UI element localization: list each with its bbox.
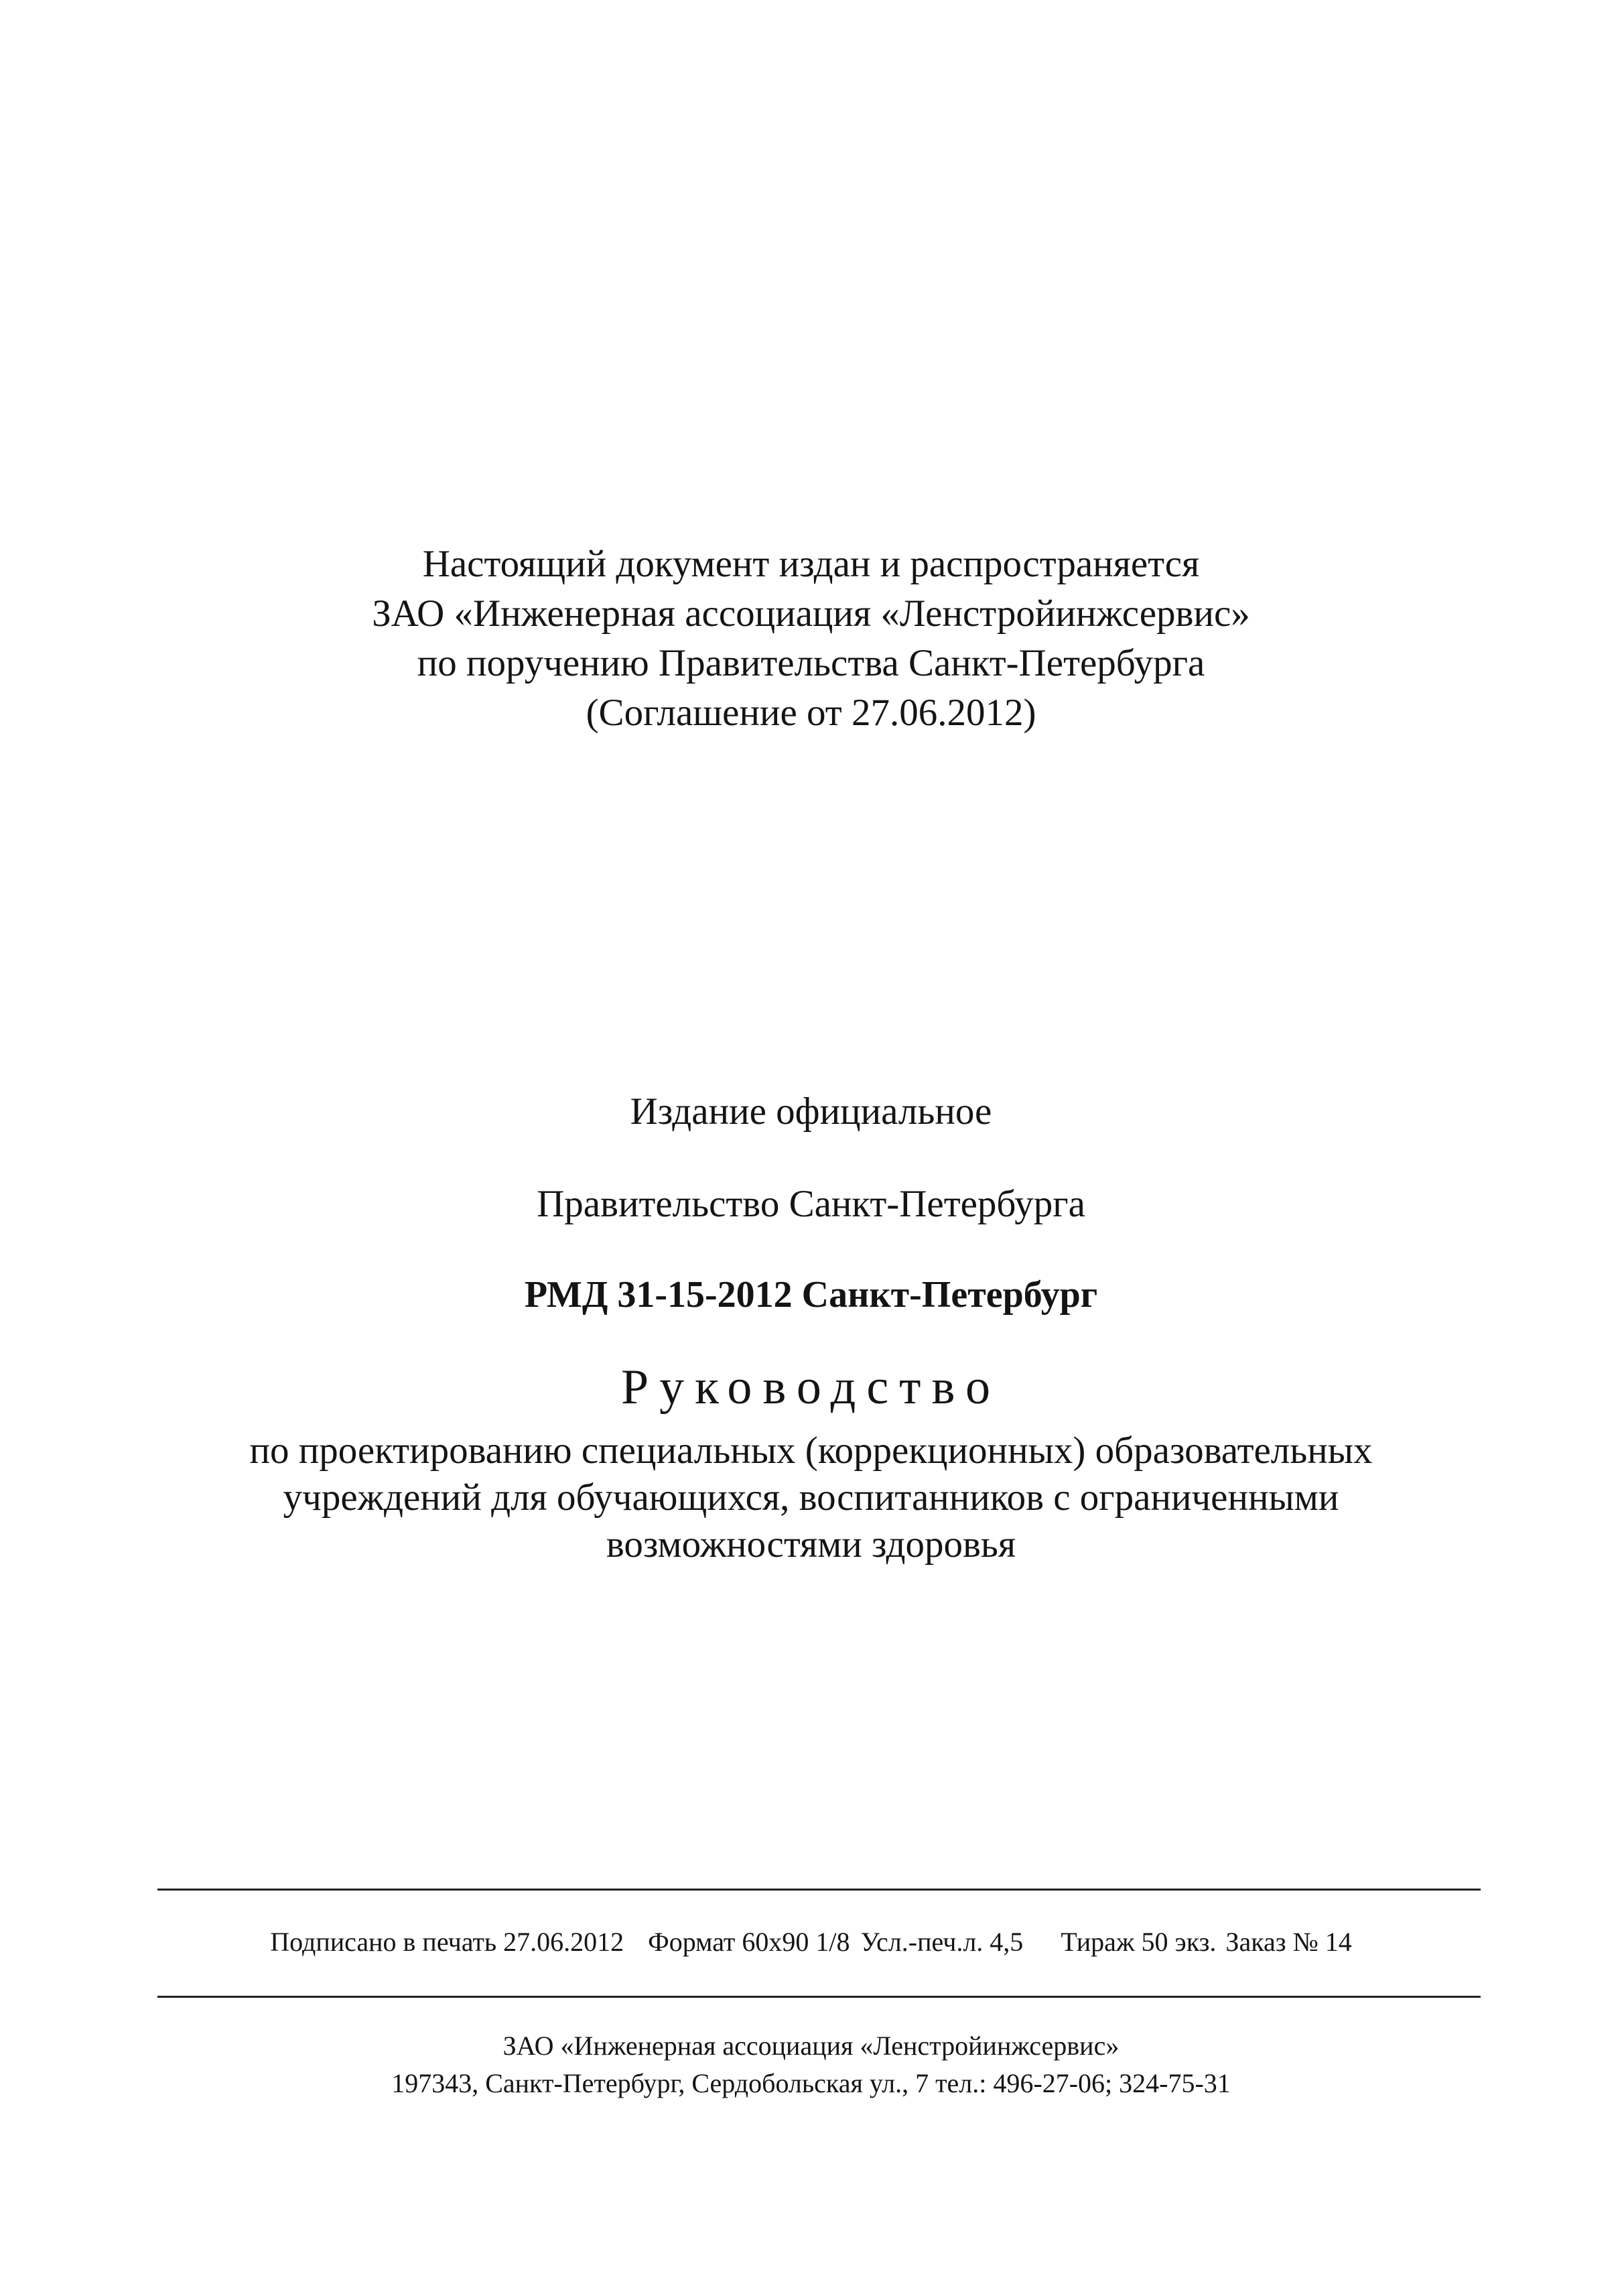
document-title <box>0 1427 1622 1568</box>
publisher-name: ЗАО «Инженерная ассоциация «Ленстройинжсервис» <box>502 2031 1120 2061</box>
print-imprint <box>0 1925 1622 1960</box>
publication-notice <box>0 539 1622 738</box>
document-type-heading: Руководство <box>621 1360 1001 1415</box>
publisher-address: 197343, Санкт-Петербург, Сердобольская ул., 7 тел.: 496-27-06; 324-75-31 <box>391 2068 1231 2098</box>
notice-line-4: (Соглашение от 27.06.2012) <box>586 692 1036 734</box>
document-title-line-3: возможностями здоровья <box>606 1523 1016 1566</box>
document-title-line-1: по проектированию специальных (коррекционных) образовательных <box>249 1429 1373 1472</box>
publisher-info <box>0 2027 1622 2102</box>
notice-line-2: ЗАО «Инженерная ассоциация «Ленстройинжсервис» <box>372 592 1250 635</box>
government-label: Правительство Санкт-Петербурга <box>537 1183 1085 1225</box>
imprint-circulation: Тираж 50 экз. <box>1061 1927 1217 1957</box>
document-designation: РМД 31-15-2012 Санкт-Петербург <box>524 1274 1098 1316</box>
imprint-signed: Подписано в печать 27.06.2012 <box>270 1927 624 1957</box>
official-edition-label: Издание официальное <box>630 1090 992 1133</box>
imprint-sheets: Усл.-печ.л. 4,5 <box>860 1927 1024 1957</box>
document-title-line-2: учреждений для обучающихся, воспитанников с ограниченными <box>283 1476 1339 1519</box>
imprint-top-rule <box>157 1889 1481 1891</box>
imprint-format: Формат 60х90 1/8 <box>648 1927 850 1957</box>
notice-line-1: Настоящий документ издан и распространяется <box>422 543 1200 585</box>
notice-line-3: по поручению Правительства Санкт-Петербурга <box>417 642 1205 684</box>
imprint-bottom-rule <box>157 1996 1481 1998</box>
imprint-order: Заказ № 14 <box>1225 1927 1352 1957</box>
